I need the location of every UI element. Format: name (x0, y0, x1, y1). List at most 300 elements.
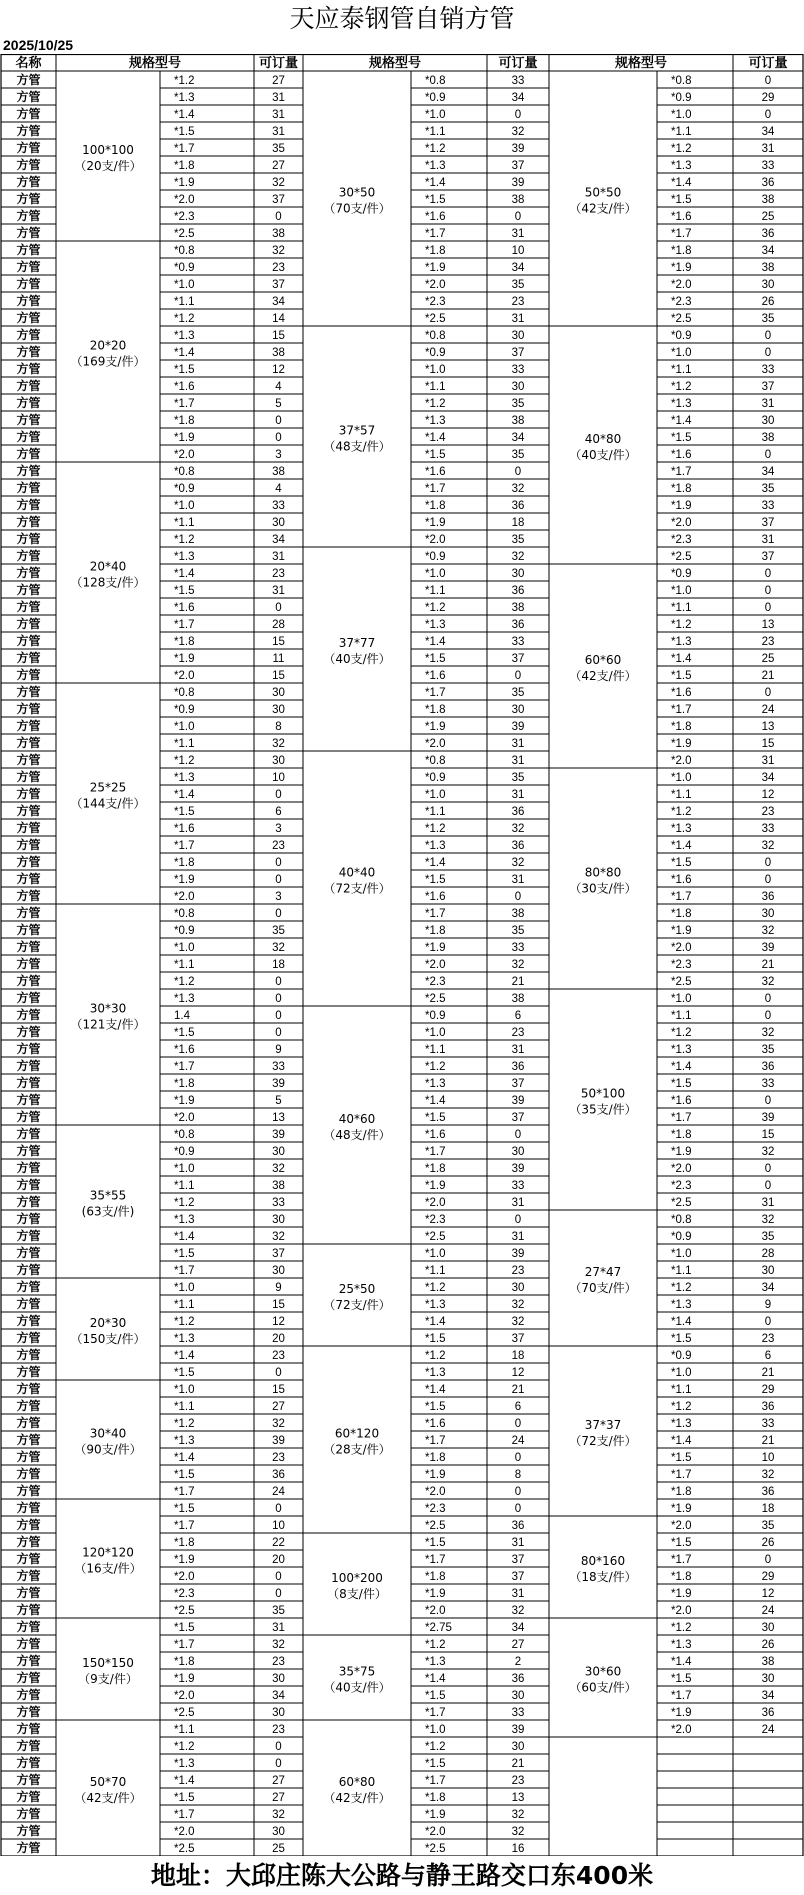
spec-value: *0.9 (425, 347, 446, 359)
qty-value: 0 (275, 1571, 282, 1583)
qty-value: 31 (511, 228, 525, 240)
spec-value: *1.8 (174, 1078, 195, 1090)
qty-value: 32 (761, 1214, 775, 1226)
qty-value: 15 (272, 636, 285, 648)
row-name-label: 方管 (16, 1297, 41, 1311)
row-name-label: 方管 (16, 481, 41, 495)
spec-value: *1.1 (425, 381, 446, 393)
spec-value: *1.1 (671, 126, 692, 138)
spec-value: *1.6 (425, 670, 446, 682)
spec-value: *1.5 (671, 1537, 692, 1549)
spec-value: *0.8 (174, 908, 195, 920)
qty-value: 0 (514, 670, 522, 682)
spec-value: *1.6 (425, 211, 446, 223)
qty-value: 13 (511, 1792, 525, 1804)
spec-value: *1.4 (425, 857, 446, 869)
spec-value: *1.5 (174, 1248, 195, 1260)
spec-value: *1.3 (671, 1418, 692, 1430)
spec-value: *1.7 (174, 143, 195, 155)
qty-value: 38 (511, 908, 525, 920)
qty-value: 31 (761, 534, 775, 546)
header-spec: 规格型号 (614, 56, 668, 71)
spec-value: *1.1 (425, 1265, 446, 1277)
row-name-label: 方管 (16, 838, 41, 852)
spec-value: *1.5 (671, 432, 692, 444)
spec-value: *1.0 (425, 109, 446, 121)
qty-value: 31 (761, 755, 775, 767)
qty-value: 29 (761, 1571, 775, 1583)
row-name-label: 方管 (16, 158, 41, 172)
qty-value: 18 (511, 517, 525, 529)
qty-value: 33 (272, 1197, 285, 1209)
qty-value: 12 (511, 1367, 525, 1379)
spec-value: *1.3 (671, 823, 692, 835)
qty-value: 37 (511, 1112, 525, 1124)
spec-value: *1.7 (425, 1707, 446, 1719)
qty-value: 0 (764, 993, 772, 1005)
spec-value: *1.4 (671, 1656, 692, 1668)
qty-value: 21 (761, 1435, 775, 1447)
qty-value: 32 (511, 1826, 525, 1838)
row-name-label: 方管 (16, 583, 41, 597)
qty-value: 0 (514, 109, 522, 121)
group-pack-label: （144支/件） (70, 796, 146, 811)
spec-value: *1.3 (174, 1435, 195, 1447)
spec-value: *1.0 (174, 1384, 195, 1396)
qty-value: 9 (764, 1299, 772, 1311)
qty-value: 31 (511, 1588, 525, 1600)
qty-value: 34 (761, 1690, 775, 1702)
spec-value: *1.8 (425, 925, 446, 937)
row-name-label: 方管 (16, 1773, 41, 1787)
spec-value: *1.0 (425, 789, 446, 801)
qty-value: 30 (511, 704, 525, 716)
qty-value: 21 (511, 976, 525, 988)
spec-value: *1.5 (174, 1622, 195, 1634)
row-name-label: 方管 (16, 515, 41, 529)
spec-value: *1.6 (174, 823, 195, 835)
spec-value: *2.0 (671, 1724, 692, 1736)
qty-value: 16 (511, 1843, 525, 1855)
qty-value: 30 (272, 1707, 285, 1719)
group-pack-label: （90支/件） (74, 1442, 142, 1457)
qty-value: 35 (511, 687, 525, 699)
qty-value: 23 (761, 636, 775, 648)
spec-value: *1.1 (174, 1299, 195, 1311)
qty-value: 0 (514, 1503, 522, 1515)
qty-value: 23 (272, 1350, 285, 1362)
spec-value: *1.7 (174, 1639, 195, 1651)
row-name-label: 方管 (16, 668, 41, 682)
qty-value: 30 (272, 1214, 285, 1226)
qty-value: 0 (764, 585, 772, 597)
row-name-label: 方管 (16, 957, 41, 971)
qty-value: 34 (761, 126, 775, 138)
qty-value: 34 (272, 296, 285, 308)
row-name-label: 方管 (16, 702, 41, 716)
qty-value: 18 (511, 1350, 525, 1362)
group-spec-label: 150*150 (82, 1656, 134, 1670)
qty-value: 23 (272, 1452, 285, 1464)
spec-value: *1.2 (174, 1316, 195, 1328)
qty-value: 35 (761, 1231, 775, 1243)
group-pack-label: （72支/件） (323, 1298, 391, 1312)
spec-value: *1.2 (425, 823, 446, 835)
spec-value: *1.8 (671, 721, 692, 733)
row-name-label: 方管 (16, 1331, 41, 1345)
qty-value: 35 (511, 534, 525, 546)
spec-value: *1.7 (425, 687, 446, 699)
qty-value: 32 (511, 483, 525, 495)
row-name-label: 方管 (16, 634, 41, 648)
row-name-label: 方管 (16, 1348, 41, 1362)
qty-value: 31 (272, 1622, 285, 1634)
spec-value: *1.3 (174, 1758, 195, 1770)
spec-value: *2.5 (425, 1231, 446, 1243)
group-pack-label: （121支/件） (70, 1017, 146, 1032)
qty-value: 39 (761, 942, 775, 954)
qty-value: 0 (275, 857, 282, 869)
spec-value: *1.0 (174, 279, 195, 291)
qty-value: 0 (275, 1367, 282, 1379)
qty-value: 33 (511, 636, 525, 648)
spec-value: *1.3 (671, 636, 692, 648)
qty-value: 0 (275, 602, 282, 614)
group-pack-label: （42支/件） (569, 669, 637, 683)
qty-value: 8 (514, 1469, 522, 1481)
spec-value: *1.9 (174, 874, 195, 886)
row-name-label: 方管 (16, 991, 41, 1005)
qty-value: 35 (511, 772, 525, 784)
qty-value: 30 (511, 330, 525, 342)
qty-value: 39 (511, 1724, 525, 1736)
qty-value: 37 (511, 347, 525, 359)
row-name-label: 方管 (16, 940, 41, 954)
qty-value: 0 (764, 687, 772, 699)
row-name-label: 方管 (16, 1671, 41, 1685)
row-name-label: 方管 (16, 345, 41, 359)
qty-value: 28 (761, 1248, 775, 1260)
spec-value: *1.9 (671, 738, 692, 750)
row-name-label: 方管 (16, 1807, 41, 1821)
qty-value: 23 (511, 1265, 525, 1277)
group-spec-label: 80*160 (580, 1554, 626, 1568)
spec-value: *0.9 (174, 483, 195, 495)
row-name-label: 方管 (16, 1637, 41, 1651)
spec-value: *1.8 (174, 1656, 195, 1668)
qty-value: 30 (272, 704, 285, 716)
spec-value: *1.9 (425, 1809, 446, 1821)
row-name-label: 方管 (16, 753, 41, 767)
row-name-label: 方管 (16, 430, 41, 444)
spec-value: 1.4 (174, 1010, 190, 1022)
qty-value: 26 (761, 1537, 775, 1549)
row-name-label: 方管 (16, 175, 41, 189)
inventory-grid (0, 54, 804, 1856)
qty-value: 37 (761, 517, 775, 529)
qty-value: 4 (275, 483, 282, 495)
spec-value: *1.3 (671, 160, 692, 172)
spec-value: *1.8 (425, 1792, 446, 1804)
spec-value: *1.7 (671, 466, 692, 478)
qty-value: 6 (275, 806, 282, 818)
qty-value: 25 (761, 653, 775, 665)
qty-value: 36 (511, 1520, 525, 1532)
header-name: 名称 (15, 56, 42, 71)
qty-value: 36 (272, 1469, 285, 1481)
spec-value: *0.8 (174, 1129, 195, 1141)
spec-value: *2.5 (425, 1520, 446, 1532)
qty-value: 0 (764, 347, 772, 359)
row-name-label: 方管 (16, 1756, 41, 1770)
qty-value: 32 (511, 1316, 525, 1328)
qty-value: 38 (511, 194, 525, 206)
spec-value: *1.8 (425, 1571, 446, 1583)
row-name-label: 方管 (16, 1263, 41, 1277)
spec-value: *2.0 (671, 1605, 692, 1617)
qty-value: 10 (272, 1520, 285, 1532)
spec-value: *1.2 (671, 1622, 692, 1634)
spec-value: *2.0 (425, 534, 446, 546)
qty-value: 36 (511, 585, 525, 597)
spec-value: *1.0 (671, 585, 692, 597)
spec-value: *0.9 (174, 1146, 195, 1158)
group-pack-label: （48支/件） (323, 439, 391, 454)
group-pack-label: （40支/件） (323, 652, 391, 666)
spec-value: *0.8 (425, 755, 446, 767)
qty-value: 31 (761, 1197, 775, 1209)
qty-value: 23 (761, 806, 775, 818)
qty-value: 34 (511, 432, 525, 444)
spec-value: *1.3 (174, 551, 195, 563)
qty-value: 31 (761, 143, 775, 155)
spec-value: *1.4 (174, 1231, 195, 1243)
row-name-label: 方管 (16, 1790, 41, 1804)
qty-value: 15 (761, 738, 775, 750)
spec-value: *1.3 (671, 1044, 692, 1056)
spec-value: *1.2 (671, 1401, 692, 1413)
row-name-label: 方管 (16, 1195, 41, 1209)
row-name-label: 方管 (16, 311, 41, 325)
row-name-label: 方管 (16, 1501, 41, 1515)
row-name-label: 方管 (16, 1093, 41, 1107)
qty-value: 36 (511, 1673, 525, 1685)
spec-value: *1.2 (174, 976, 195, 988)
qty-value: 33 (761, 823, 775, 835)
spec-value: *1.3 (425, 619, 446, 631)
qty-value: 34 (761, 772, 775, 784)
qty-value: 30 (761, 908, 775, 920)
spec-value: *1.8 (425, 1452, 446, 1464)
row-name-label: 方管 (16, 549, 41, 563)
qty-value: 32 (272, 942, 285, 954)
qty-value: 23 (272, 568, 285, 580)
spec-value: *1.9 (174, 1673, 195, 1685)
spec-value: *2.0 (174, 891, 195, 903)
spec-value: *1.3 (671, 398, 692, 410)
row-name-label: 方管 (16, 1280, 41, 1294)
group-spec-label: 50*70 (89, 1775, 127, 1789)
spec-value: *2.5 (425, 993, 446, 1005)
qty-value: 0 (275, 993, 282, 1005)
row-name-label: 方管 (16, 379, 41, 393)
qty-value: 0 (514, 211, 522, 223)
row-name-label: 方管 (16, 141, 41, 155)
spec-value: *1.9 (671, 1146, 692, 1158)
qty-value: 35 (761, 1520, 775, 1532)
qty-value: 9 (275, 1044, 282, 1056)
qty-value: 39 (511, 177, 525, 189)
spec-value: *1.0 (425, 568, 446, 580)
spec-value: *2.0 (425, 279, 446, 291)
spec-value: *1.3 (425, 1367, 446, 1379)
qty-value: 37 (511, 1554, 525, 1566)
group-spec-label: 27*47 (584, 1265, 622, 1279)
qty-value: 21 (511, 1384, 525, 1396)
spec-value: *1.5 (425, 1537, 446, 1549)
spec-value: *1.9 (174, 1554, 195, 1566)
qty-value: 36 (511, 1061, 525, 1073)
row-name-label: 方管 (16, 1688, 41, 1702)
spec-value: *1.5 (425, 653, 446, 665)
spec-value: *1.6 (425, 1129, 446, 1141)
spec-value: *1.0 (425, 1724, 446, 1736)
qty-value: 15 (272, 330, 285, 342)
row-name-label: 方管 (16, 498, 41, 512)
qty-value: 33 (511, 942, 525, 954)
spec-value: *2.3 (671, 1180, 692, 1192)
qty-value: 35 (511, 449, 525, 461)
spec-value: *1.9 (671, 1707, 692, 1719)
spec-value: *1.3 (425, 160, 446, 172)
spec-value: *1.7 (174, 1520, 195, 1532)
qty-value: 35 (511, 925, 525, 937)
qty-value: 0 (764, 109, 772, 121)
row-name-label: 方管 (16, 600, 41, 614)
spec-value: *1.5 (174, 1367, 195, 1379)
spec-value: *1.7 (174, 1061, 195, 1073)
spec-value: *0.9 (425, 551, 446, 563)
row-name-label: 方管 (16, 719, 41, 733)
qty-value: 32 (761, 976, 775, 988)
qty-value: 2 (514, 1656, 522, 1668)
qty-value: 34 (511, 92, 525, 104)
group-pack-label: （128支/件） (70, 575, 146, 590)
spec-value: *2.0 (671, 1163, 692, 1175)
group-pack-label: （30支/件） (569, 881, 637, 896)
qty-value: 33 (272, 1061, 285, 1073)
qty-value: 27 (272, 75, 285, 87)
group-pack-label: （20支/件） (74, 159, 142, 173)
qty-value: 33 (511, 75, 525, 87)
spec-value: *2.3 (425, 976, 446, 988)
spec-value: *1.8 (174, 1537, 195, 1549)
spec-value: *1.6 (425, 466, 446, 478)
qty-value: 23 (761, 1333, 775, 1345)
qty-value: 33 (272, 500, 285, 512)
spec-value: *1.1 (174, 1401, 195, 1413)
spec-value: *1.2 (174, 1418, 195, 1430)
qty-value: 32 (511, 823, 525, 835)
spec-value: *1.2 (425, 1741, 446, 1753)
qty-value: 38 (272, 466, 285, 478)
qty-value: 23 (511, 1027, 525, 1039)
qty-value: 28 (272, 619, 285, 631)
spec-value: *1.7 (671, 891, 692, 903)
row-name-label: 方管 (16, 617, 41, 631)
spec-value: *1.3 (174, 772, 195, 784)
qty-value: 0 (764, 1095, 772, 1107)
qty-value: 30 (511, 381, 525, 393)
qty-value: 18 (761, 1503, 775, 1515)
spec-value: *1.7 (425, 908, 446, 920)
spec-value: *2.0 (425, 1486, 446, 1498)
row-name-label: 方管 (16, 1314, 41, 1328)
qty-value: 33 (511, 1707, 525, 1719)
row-name-label: 方管 (16, 73, 41, 87)
qty-value: 6 (764, 1350, 772, 1362)
qty-value: 36 (761, 1707, 775, 1719)
row-name-label: 方管 (16, 396, 41, 410)
group-spec-label: 20*30 (89, 1316, 127, 1330)
qty-value: 35 (272, 1605, 285, 1617)
spec-value: *1.8 (425, 704, 446, 716)
qty-value: 0 (514, 1129, 522, 1141)
spec-value: *1.5 (425, 1333, 446, 1345)
spec-value: *2.0 (425, 959, 446, 971)
group-pack-label: (63支/件) (81, 1204, 135, 1219)
qty-value: 38 (761, 262, 775, 274)
spec-value: *1.2 (174, 75, 195, 87)
row-name-label: 方管 (16, 1739, 41, 1753)
spec-value: *1.7 (425, 228, 446, 240)
qty-value: 31 (511, 1044, 525, 1056)
qty-value: 30 (511, 1282, 525, 1294)
qty-value: 37 (511, 653, 525, 665)
spec-value: *1.5 (174, 1027, 195, 1039)
qty-value: 8 (275, 721, 282, 733)
qty-value: 35 (761, 1044, 775, 1056)
spec-value: *1.2 (671, 806, 692, 818)
spec-value: *1.6 (671, 211, 692, 223)
qty-value: 38 (761, 1656, 775, 1668)
spec-value: *1.4 (425, 1673, 446, 1685)
spec-value: *2.5 (671, 1197, 692, 1209)
spec-value: *1.1 (671, 1384, 692, 1396)
qty-value: 30 (272, 687, 285, 699)
row-name-label: 方管 (16, 328, 41, 342)
qty-value: 34 (272, 1690, 285, 1702)
row-name-label: 方管 (16, 1399, 41, 1413)
spec-value: *1.0 (174, 1282, 195, 1294)
group-spec-label: 20*40 (89, 559, 127, 574)
qty-value: 33 (761, 1078, 775, 1090)
qty-value: 34 (761, 466, 775, 478)
spec-value: *2.5 (671, 551, 692, 563)
qty-value: 35 (761, 313, 775, 325)
row-name-label: 方管 (16, 1620, 41, 1634)
qty-value: 24 (761, 704, 775, 716)
qty-value: 33 (511, 1180, 525, 1192)
qty-value: 0 (514, 1214, 522, 1226)
spec-value: *2.3 (174, 211, 195, 223)
address-footer: 地址：大邱庄陈大公路与静王路交口东400米 (150, 1861, 654, 1890)
qty-value: 3 (275, 891, 282, 903)
row-name-label: 方管 (16, 685, 41, 699)
row-name-label: 方管 (16, 1535, 41, 1549)
group-spec-label: 60*80 (338, 1775, 376, 1789)
spec-value: *0.8 (174, 687, 195, 699)
